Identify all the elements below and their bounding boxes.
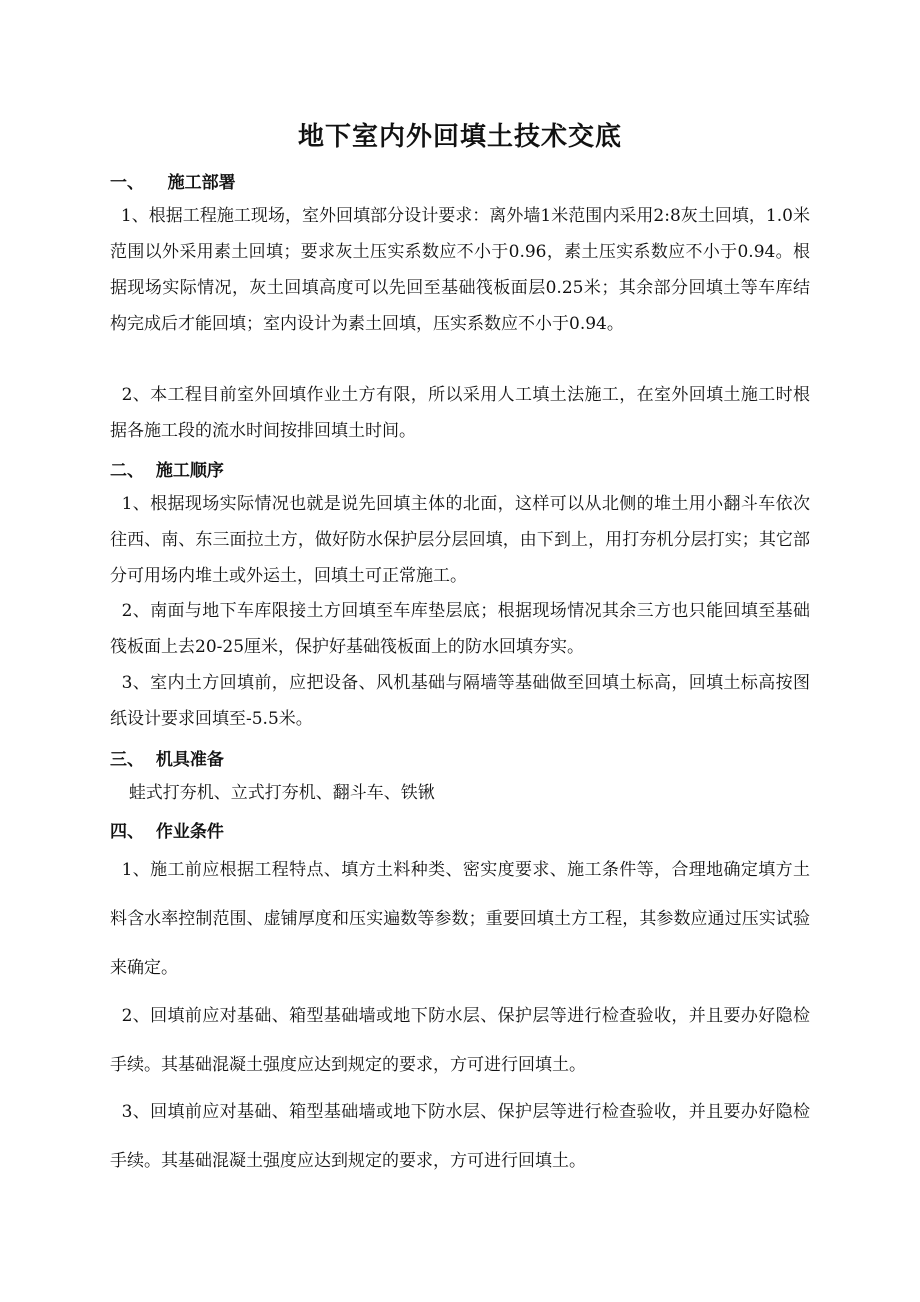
paragraph-1-1: 1、根据工程施工现场，室外回填部分设计要求：离外墙1米范围内采用2:8灰土回填，1.0米范围以外采用素土回填；要求灰土压实系数应不小于0.96，素土压实系数应不小于0.94。根据现场实际情况，灰土回填高度可以先回至基础筏板面层0.25米；其余部分回填土等车库结构完成后才能回填；室内设计为素土回填，压实系数应不小于0.94。 — [110, 206, 811, 334]
document-title: 地下室内外回填土技术交底 — [297, 122, 622, 152]
section-heading-4: 四、 作业条件 — [110, 822, 224, 842]
paragraph-4-3: 3、回填前应对基础、箱型基础墙或地下防水层、保护层等进行检查验收，并且要办好隐检手续。其基础混凝土强度应达到规定的要求，方可进行回填土。 — [110, 1102, 810, 1171]
paragraph-3-1: 蛙式打夯机、立式打夯机、翻斗车、铁锹 — [118, 783, 435, 803]
paragraph-4-2: 2、回填前应对基础、箱型基础墙或地下防水层、保护层等进行检查验收，并且要办好隐检手续。其基础混凝土强度应达到规定的要求，方可进行回填土。 — [110, 1006, 810, 1075]
paragraph-2-3: 3、室内土方回填前，应把设备、风机基础与隔墙等基础做至回填土标高，回填土标高按图纸设计要求回填至-5.5米。 — [110, 673, 810, 729]
section-heading-1: 一、 施工部署 — [110, 173, 236, 193]
section-heading-3: 三、 机具准备 — [110, 750, 224, 770]
paragraph-4-1: 1、施工前应根据工程特点、填方土料种类、密实度要求、施工条件等，合理地确定填方土料含水率控制范围、虚铺厚度和压实遍数等参数；重要回填土方工程，其参数应通过压实试验来确定。 — [110, 860, 810, 978]
section-heading-2: 二、 施工顺序 — [110, 461, 224, 481]
paragraph-1-2: 2、本工程目前室外回填作业土方有限，所以采用人工填土法施工，在室外回填土施工时根据各施工段的流水时间按排回填土时间。 — [110, 385, 810, 441]
paragraph-2-1: 1、根据现场实际情况也就是说先回填主体的北面，这样可以从北侧的堆土用小翻斗车依次往西、南、东三面拉土方，做好防水保护层分层回填，由下到上，用打夯机分层打实；其它部分可用场内堆土或外运土，回填土可正常施工。 — [110, 494, 810, 586]
paragraph-2-2: 2、南面与地下车库限接土方回填至车库垫层底；根据现场情况其余三方也只能回填至基础筏板面上去20-25厘米，保护好基础筏板面上的防水回填夯实。 — [110, 601, 810, 657]
